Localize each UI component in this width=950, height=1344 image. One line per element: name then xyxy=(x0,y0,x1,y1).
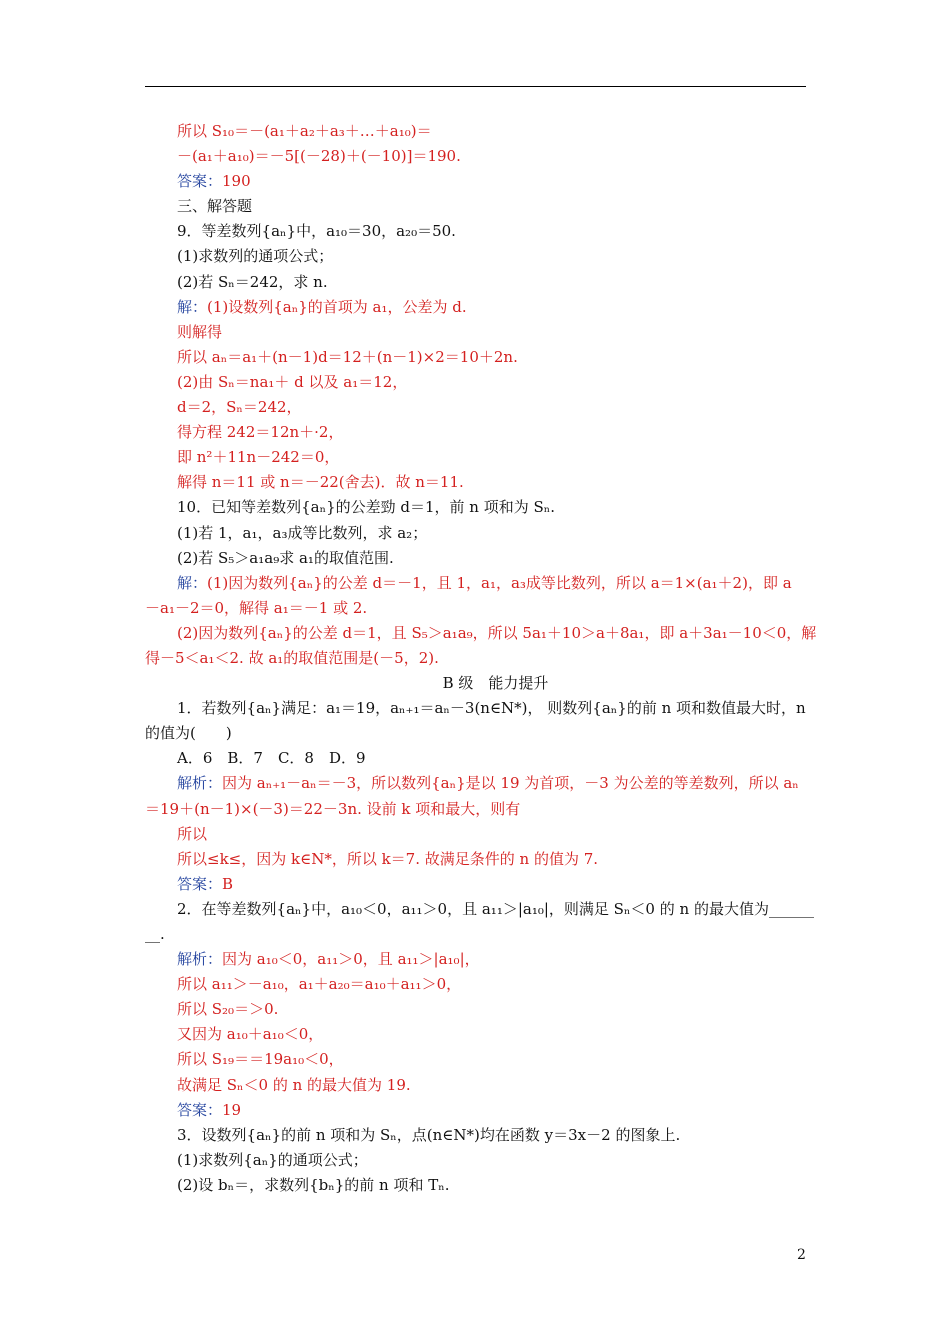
text-line: 所以 S₁₉＝＝19a₁₀＜0， xyxy=(177,1050,344,1069)
text-line xyxy=(145,947,810,972)
text-line: (1)若 1，a₁，a₃成等比数列，求 a₂； xyxy=(177,523,428,542)
answer-text: 因为 aₙ₊₁－aₙ＝－3，所以数列{aₙ}是以 19 为首项，－3 为公差的等差数列，所以 aₙ xyxy=(222,774,799,793)
text-line: 故满足 Sₙ＜0 的 n 的最大值为 19. xyxy=(177,1075,411,1094)
answer-text: (1)设数列{aₙ}的首项为 a₁，公差为 d. xyxy=(207,297,467,316)
text-line: 所以 aₙ＝a₁＋(n－1)d＝12＋(n－1)×2＝10＋2n. xyxy=(177,347,518,366)
text-line xyxy=(145,872,810,897)
text-line: 所以 S₂₀＝＞0. xyxy=(177,1000,279,1019)
text-line: 9．等差数列{aₙ}中，a₁₀＝30，a₂₀＝50. xyxy=(177,222,456,241)
text-line: 即 n²＋11n－242＝0， xyxy=(177,448,340,467)
text-line: ＝19＋(n－1)×(－3)＝22－3n. 设前 k 项和最大，则有 xyxy=(145,799,521,818)
text-line: (2)因为数列{aₙ}的公差 d＝1，且 S₅＞a₁a₉，所以 5a₁＋10＞a＋8a₁，即 a＋3a₁－10＜0，解 xyxy=(177,623,817,642)
answer-text: B xyxy=(222,874,234,893)
text-line: 的值为( ) xyxy=(145,724,232,743)
text-line: (1)求数列{aₙ}的通项公式； xyxy=(177,1150,368,1169)
text-line: 三、解答题 xyxy=(177,197,253,216)
text-line: 3．设数列{aₙ}的前 n 项和为 Sₙ，点(n∈N*)均在函数 y＝3x－2 的图象上. xyxy=(177,1125,681,1144)
text-line xyxy=(145,1098,810,1123)
text-line: －(a₁＋a₁₀)＝－5[(－28)＋(－10)]＝190. xyxy=(177,147,461,166)
text-line xyxy=(145,169,810,194)
answer-label: 答案： xyxy=(177,874,223,893)
text-line: 所以 a₁₁＞－a₁₀，a₁＋a₂₀＝a₁₀＋a₁₁＞0， xyxy=(177,975,462,994)
answer-text: (1)因为数列{aₙ}的公差 d＝－1，且 1，a₁，a₃成等比数列，所以 a＝1×(a₁＋2)，即 a xyxy=(207,573,792,592)
page-number: 2 xyxy=(797,1247,806,1263)
text-line: －a₁－2＝0，解得 a₁＝－1 或 2. xyxy=(145,598,368,617)
text-line: 所以 xyxy=(177,824,208,843)
text-line: (2)设 bₙ＝，求数列{bₙ}的前 n 项和 Tₙ. xyxy=(177,1175,450,1194)
answer-label: 解： xyxy=(177,573,208,592)
text-line: A．6 B．7 C．8 D．9 xyxy=(177,749,366,768)
text-line: (2)若 Sₙ＝242，求 n. xyxy=(177,272,328,291)
text-line: 所以 S₁₀＝－(a₁＋a₂＋a₃＋…＋a₁₀)＝ xyxy=(177,122,432,140)
answer-label: 解析： xyxy=(177,950,223,969)
text-line xyxy=(145,571,810,596)
text-line: 得－5＜a₁＜2. 故 a₁的取值范围是(－5，2). xyxy=(145,648,439,667)
text-line: (1)求数列的通项公式； xyxy=(177,247,334,266)
text-line: 得方程 242＝12n＋·2， xyxy=(177,423,344,442)
answer-label: 解析： xyxy=(177,774,223,793)
text-line: 所以≤k≤，因为 k∈N*，所以 k＝7. 故满足条件的 n 的值为 7. xyxy=(177,849,599,868)
answer-label: 答案： xyxy=(177,1100,223,1119)
text-line: 10．已知等差数列{aₙ}的公差勁 d＝1，前 n 项和为 Sₙ. xyxy=(177,498,556,517)
text-line xyxy=(145,771,810,796)
text-line: 1．若数列{aₙ}满足：a₁＝19，aₙ₊₁＝aₙ－3(n∈N*)， 则数列{aₙ}的前 n 项和数值最大时，n xyxy=(177,699,806,718)
answer-text: 因为 a₁₀＜0，a₁₁＞0，且 a₁₁＞|a₁₀|， xyxy=(222,950,480,969)
text-line: d＝2，Sₙ＝242， xyxy=(177,398,302,417)
header-rule xyxy=(145,86,806,87)
text-line: B 级 能力提升 xyxy=(442,674,549,693)
text-line: 解得 n＝11 或 n＝－22(舍去)．故 n＝11. xyxy=(177,473,464,492)
answer-label: 解： xyxy=(177,297,208,316)
answer-label: 答案： xyxy=(177,172,223,191)
text-line: __. xyxy=(145,925,165,943)
answer-text: 190 xyxy=(222,172,251,191)
document-body xyxy=(145,119,817,1198)
answer-text: 19 xyxy=(222,1100,242,1119)
text-line: 2．在等差数列{aₙ}中，a₁₀＜0，a₁₁＞0，且 a₁₁＞|a₁₀|，则满足 Sₙ＜0 的 n 的最大值为______ xyxy=(177,899,814,918)
text-line: (2)若 S₅＞a₁a₉求 a₁的取值范围. xyxy=(177,548,394,567)
text-line xyxy=(145,295,810,320)
text-line: 又因为 a₁₀＋a₁₀＜0， xyxy=(177,1025,324,1044)
text-line: 则解得 xyxy=(177,322,223,341)
text-line: (2)由 Sₙ＝na₁＋ d 以及 a₁＝12， xyxy=(177,372,408,391)
